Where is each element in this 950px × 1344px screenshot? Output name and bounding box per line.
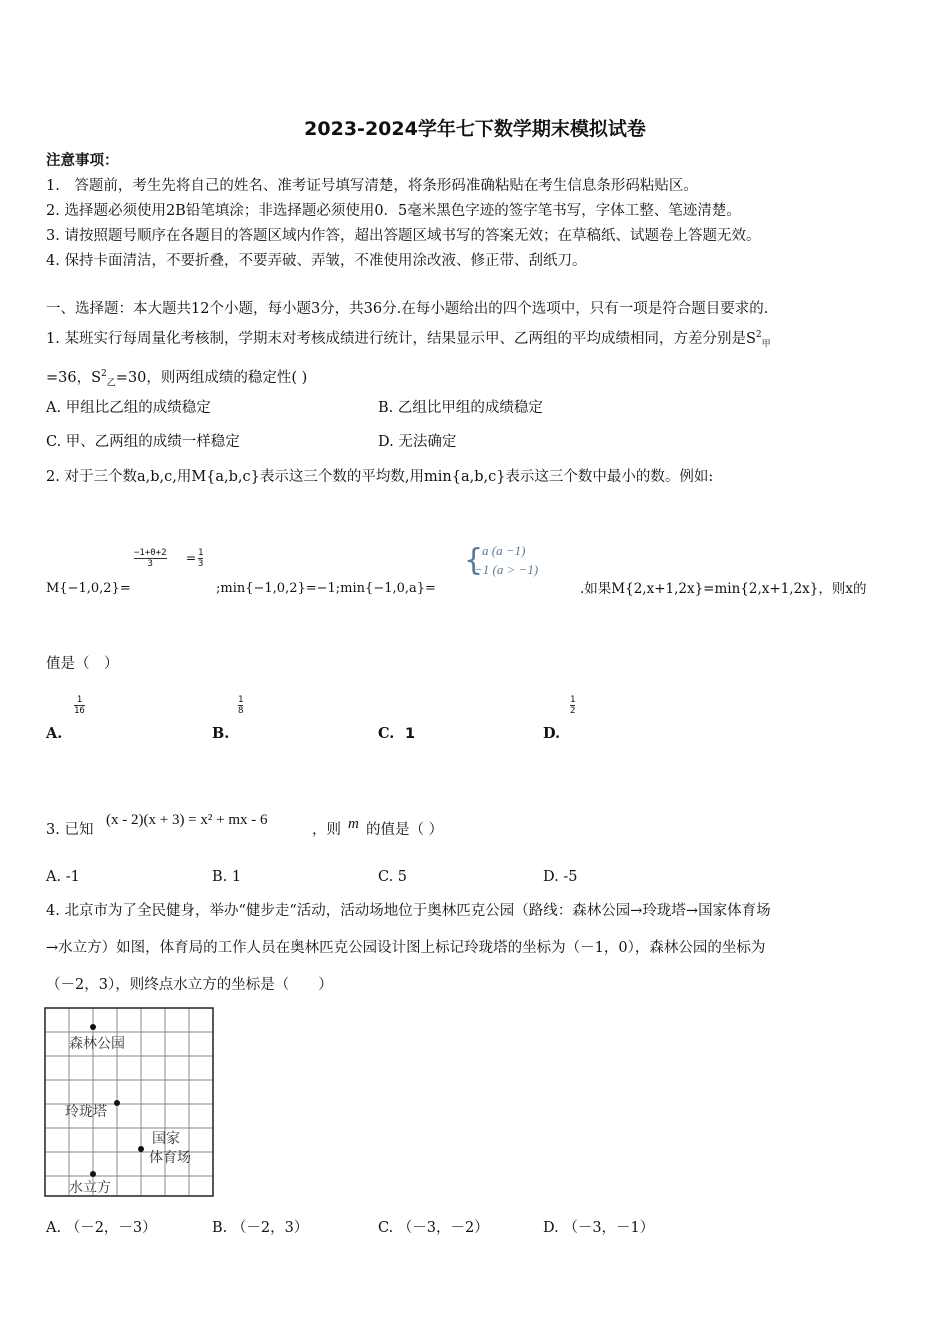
notice-item-4: 4. 保持卡面清洁，不要折叠，不要弄破、弄皱，不准使用涂改液、修正带、刮纸刀。 (46, 253, 587, 269)
q1-line2a: =36，S (46, 369, 102, 386)
q2-opt-b-den: 8 (238, 706, 244, 716)
q1-stem-line1 (46, 326, 771, 354)
q4-option-c[interactable]: C. （－3，－2） (378, 1220, 489, 1236)
q3-option-b[interactable]: B. 1 (212, 869, 242, 885)
q3-option-c[interactable]: C. 5 (378, 869, 408, 885)
stadium-point (138, 1146, 144, 1152)
notice-item-3: 3. 请按照题号顺序在各题目的答题区域内作答，超出答题区域书写的答案无效；在草稿纸、试题卷上答题无效。 (46, 228, 761, 244)
q1-option-d[interactable]: D. 无法确定 (378, 434, 457, 450)
q2-frac-eq: = (186, 551, 197, 565)
q2-stem-line3: 值是（ ） (46, 656, 119, 672)
q3-prefix: 3. 已知 (46, 822, 94, 838)
q4-option-d[interactable]: D. （－3，－1） (543, 1220, 655, 1236)
q2-case-1: a (a −1) (482, 543, 526, 558)
q1-line2b: =30，则两组成绩的稳定性( ) (115, 369, 308, 386)
q2-opt-a-num: 1 (76, 695, 83, 705)
q2-option-a-label[interactable]: A. (46, 725, 63, 742)
q2-stem-line1: 2. 对于三个数a,b,c,用M{a,b,c}表示这三个数的平均数,用min{a,b,c}表示这三个数中最小的数。例如: (46, 469, 714, 485)
q1-s: S (745, 330, 756, 347)
label-water-cube: 水立方 (69, 1180, 111, 1196)
q2-opt-d-num: 1 (570, 695, 576, 705)
q2-opt-b-num: 1 (238, 695, 244, 705)
q4-option-a[interactable]: A. （－2，－3） (46, 1220, 157, 1236)
left-brace-icon: { (464, 543, 484, 578)
q4-stem-line1: 4. 北京市为了全民健身，举办“健步走“活动，活动场地位于奥林匹克公园（路线：森林公园→玲珑塔→国家体育场 (46, 903, 771, 919)
q3-equation: (x - 2)(x + 3) = x² + mx - 6 (106, 812, 268, 828)
notice-item-1: 1. 答题前，考生先将自己的姓名、准考证号填写清楚，将条形码准确粘贴在考生信息条形码粘贴区。 (46, 178, 698, 194)
q3-option-a[interactable]: A. -1 (46, 869, 80, 885)
page-title: 2023-2024学年七下数学期末模拟试卷 (304, 118, 646, 140)
q2-opt-d-den: 2 (570, 706, 576, 716)
notice-heading: 注意事项： (46, 152, 119, 169)
q2-option-c-label[interactable]: C. (378, 725, 395, 742)
q4-option-b[interactable]: B. （－2，3） (212, 1220, 309, 1236)
q1-text: 1. 某班实行每周量化考核制，学期末对考核成绩进行统计，结果显示甲、乙两组的平均成绩相同，方差分别是 (46, 330, 746, 347)
q3-option-d[interactable]: D. -5 (543, 869, 578, 885)
q1-s-sub: 甲 (761, 339, 771, 350)
q2-option-c-value: 1 (405, 726, 416, 742)
park-map (44, 1006, 216, 1200)
q2-fraction-result (198, 548, 203, 569)
q1-option-b[interactable]: B. 乙组比甲组的成绩稳定 (378, 400, 543, 416)
label-forest-park: 森林公园 (69, 1036, 125, 1052)
q2-frac-num: −1+0+2 (134, 548, 167, 558)
q2-option-a-frac (74, 695, 85, 716)
q3-suffix: 的值是（ ） (366, 822, 444, 838)
label-stadium-1: 国家 (152, 1131, 180, 1147)
q2-option-d-label[interactable]: D. (543, 725, 561, 742)
tower-point (114, 1100, 120, 1106)
water-cube-point (90, 1171, 96, 1177)
q2-option-b-frac (238, 695, 243, 716)
section-heading: 一、选择题：本大题共12个小题，每小题3分，共36分.在每小题给出的四个选项中，只有一项是符合题目要求的. (46, 301, 769, 317)
q2-option-d-frac (570, 695, 575, 716)
q3-variable: m (348, 816, 359, 832)
q4-stem-line2: →水立方）如图，体育局的工作人员在奥林匹克公园设计图上标记玲珑塔的坐标为（－1，0），森林公园的坐标为 (46, 940, 766, 956)
q2-condition: .如果M{2,x+1,2x}=min{2,x+1,2x}，则x的 (580, 581, 867, 597)
q2-opt-a-den: 16 (74, 706, 85, 716)
q2-option-b-label[interactable]: B. (212, 725, 230, 742)
q2-piecewise (464, 543, 572, 583)
q2-frac-r-den: 3 (198, 559, 204, 569)
q2-m-left: M{−1,0,2}= (46, 581, 131, 596)
q3-mid: ，则 (312, 822, 341, 838)
forest-park-point (90, 1024, 96, 1030)
q2-frac-r-num: 1 (198, 548, 204, 558)
q4-stem-line3: （－2，3），则终点水立方的坐标是（ ） (46, 977, 333, 993)
notice-item-2: 2. 选择题必须使用2B铅笔填涂；非选择题必须使用0．5毫米黑色字迹的签字笔书写，字体工整、笔迹清楚。 (46, 203, 741, 219)
q2-frac-den: 3 (134, 558, 167, 569)
q1-line2-sup: 2 (101, 369, 107, 379)
label-tower: 玲珑塔 (65, 1104, 107, 1120)
q1-option-a[interactable]: A. 甲组比乙组的成绩稳定 (46, 400, 211, 416)
label-stadium-2: 体育场 (149, 1150, 191, 1166)
q2-fraction (134, 548, 167, 569)
q1-s-sup: 2 (755, 330, 762, 340)
q1-line2-sub: 乙 (106, 378, 116, 389)
q1-stem-line2 (46, 365, 307, 393)
q1-option-c[interactable]: C. 甲、乙两组的成绩一样稳定 (46, 434, 240, 450)
q2-case-2: −1 (a > −1) (474, 562, 539, 577)
q2-min-text: ;min{−1,0,2}=−1;min{−1,0,a}= (216, 581, 436, 596)
